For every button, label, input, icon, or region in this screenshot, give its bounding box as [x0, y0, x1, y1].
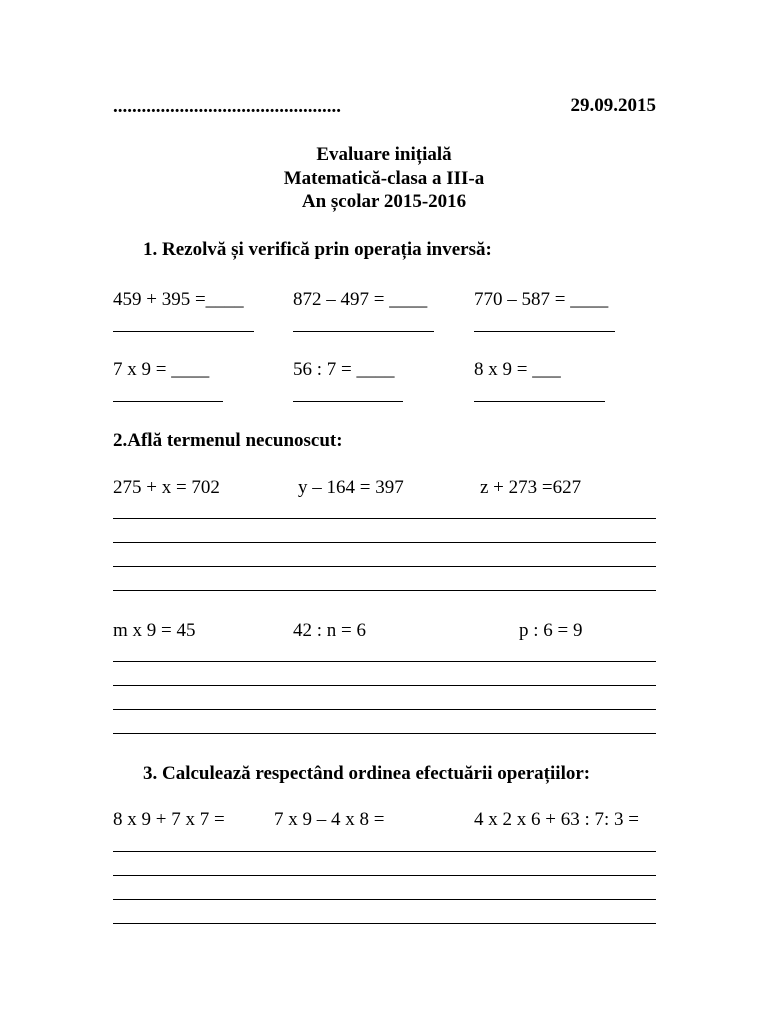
- exercise-1-5: 56 : 7 = ____: [293, 359, 395, 380]
- equation-2-4: m x 9 = 45: [113, 620, 196, 641]
- calc-3-3: 4 x 2 x 6 + 63 : 7: 3 =: [474, 809, 639, 830]
- equation-2-5: 42 : n = 6: [293, 620, 366, 641]
- equation-2-1: 275 + x = 702: [113, 477, 220, 498]
- calc-3-1: 8 x 9 + 7 x 7 =: [113, 809, 225, 830]
- answer-line: [293, 331, 434, 332]
- answer-line: [113, 331, 254, 332]
- exercise-1-3: 770 – 587 = ____: [474, 289, 609, 310]
- writing-line: [113, 661, 656, 662]
- writing-line: [113, 685, 656, 686]
- calc-3-2: 7 x 9 – 4 x 8 =: [274, 809, 385, 830]
- answer-line: [474, 331, 615, 332]
- student-name-dots: ................................................: [113, 96, 341, 117]
- title-school-year: An școlar 2015-2016: [301, 191, 467, 212]
- section3-heading: 3. Calculează respectând ordinea efectuării operațiilor:: [143, 763, 591, 784]
- writing-line: [113, 542, 656, 543]
- writing-line: [113, 733, 656, 734]
- exercise-1-2: 872 – 497 = ____: [293, 289, 428, 310]
- writing-line: [113, 709, 656, 710]
- title-subject: Matematică-clasa a III-a: [283, 168, 485, 189]
- writing-line: [113, 923, 656, 924]
- section2-heading: 2.Află termenul necunoscut:: [113, 430, 343, 451]
- exercise-1-1: 459 + 395 =____: [113, 289, 244, 310]
- writing-line: [113, 566, 656, 567]
- writing-line: [113, 518, 656, 519]
- answer-line: [293, 401, 403, 402]
- exercise-1-4: 7 x 9 = ____: [113, 359, 210, 380]
- writing-line: [113, 590, 656, 591]
- equation-2-2: y – 164 = 397: [298, 477, 404, 498]
- exercise-1-6: 8 x 9 = ___: [474, 359, 561, 380]
- section1-heading: 1. Rezolvă și verifică prin operația inversă:: [143, 239, 492, 260]
- date: 29.09.2015: [570, 95, 656, 116]
- title-evaluation: Evaluare inițială: [316, 144, 452, 165]
- equation-2-3: z + 273 =627: [480, 477, 582, 498]
- answer-line: [113, 401, 223, 402]
- writing-line: [113, 899, 656, 900]
- equation-2-6: p : 6 = 9: [519, 620, 583, 641]
- writing-line: [113, 851, 656, 852]
- answer-line: [474, 401, 605, 402]
- writing-line: [113, 875, 656, 876]
